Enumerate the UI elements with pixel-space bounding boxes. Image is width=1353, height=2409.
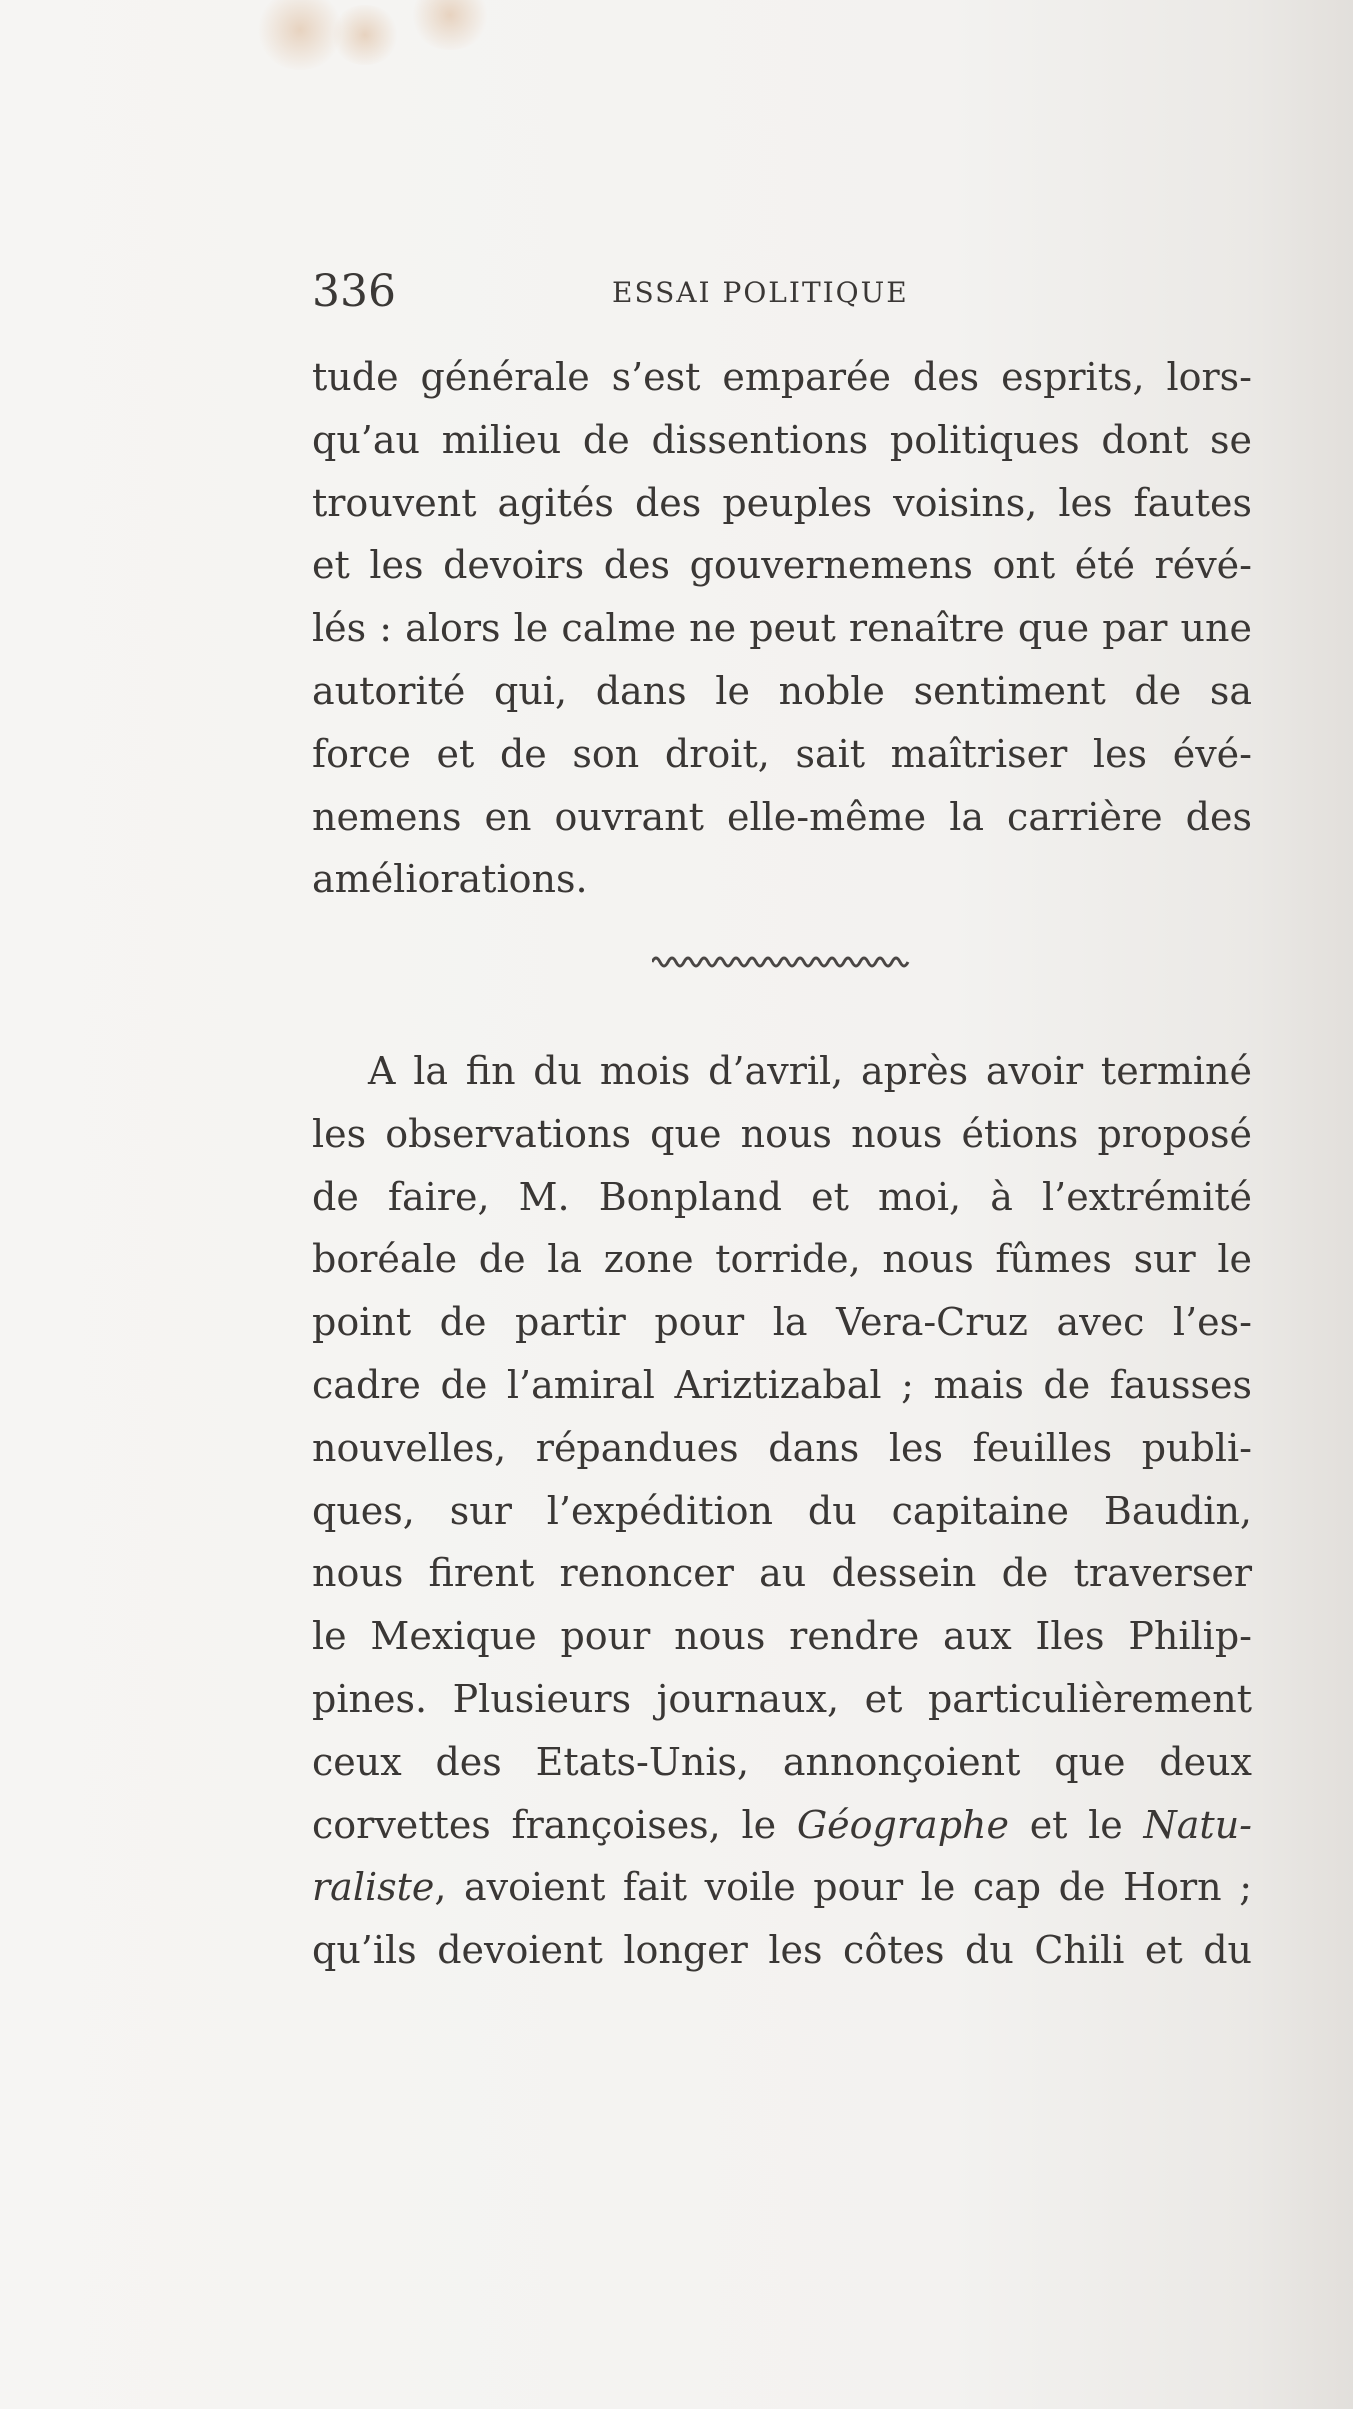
text-line: ceux des Etats-Unis, annonçoient que deux xyxy=(312,1739,1252,1784)
text-line: boréale de la zone torride, nous fûmes sur le xyxy=(312,1237,1252,1282)
text-line: lés : alors le calme ne peut renaître que par une xyxy=(312,606,1252,651)
text-line xyxy=(312,1856,1252,1919)
text-segment: corvettes françoises, le xyxy=(312,1802,797,1847)
text-segment: et le xyxy=(1008,1802,1144,1847)
foxing-stain xyxy=(410,0,490,50)
text-line: améliorations. xyxy=(312,857,588,902)
text-line: pines. Plusieurs journaux, et particulièrement xyxy=(312,1676,1252,1721)
paragraph-new xyxy=(312,1040,1252,1982)
text-line: les observations que nous nous étions proposé xyxy=(312,1111,1252,1156)
text-line: tude générale s’est emparée des esprits, lors- xyxy=(312,355,1252,399)
text-line: le Mexique pour nous rendre aux Iles Philip- xyxy=(312,1614,1252,1659)
text-line: de faire, M. Bonpland et moi, à l’extrémité xyxy=(312,1174,1252,1219)
text-line-content: A la fin du mois d’avril, après avoir terminé xyxy=(368,1049,1252,1093)
foxing-stain xyxy=(330,5,400,65)
text-segment: , avoient fait voile pour le cap de Horn ; xyxy=(434,1865,1252,1910)
ship-name-italic: Natu- xyxy=(1143,1802,1253,1847)
text-line: autorité qui, dans le noble sentiment de sa xyxy=(312,668,1252,713)
text-line: point de partir pour la Vera-Cruz avec l’es- xyxy=(312,1300,1252,1345)
text-line: et les devoirs des gouvernemens ont été révé- xyxy=(312,543,1252,588)
text-line: nemens en ouvrant elle-même la carrière des xyxy=(312,794,1252,839)
text-line: qu’ils devoient longer les côtes du Chili et du xyxy=(312,1928,1252,1973)
text-line: trouvent agités des peuples voisins, les fautes xyxy=(312,480,1252,525)
ornamental-divider xyxy=(652,952,912,972)
paragraph-continuation xyxy=(312,346,1252,911)
text-line: nouvelles, répandues dans les feuilles publi- xyxy=(312,1425,1252,1470)
ship-name-italic: raliste xyxy=(312,1865,435,1910)
text-line: cadre de l’amiral Ariztizabal ; mais de fausses xyxy=(312,1362,1252,1407)
text-line xyxy=(312,1794,1252,1857)
text-line: force et de son droit, sait maîtriser les évé- xyxy=(312,731,1252,776)
ship-name-italic: Géographe xyxy=(796,1802,1009,1847)
text-line: ques, sur l’expédition du capitaine Baudin, xyxy=(312,1488,1252,1533)
running-head xyxy=(312,262,1252,322)
text-line xyxy=(312,1040,1252,1103)
text-line: qu’au milieu de dissentions politiques dont se xyxy=(312,417,1252,462)
running-title: ESSAI POLITIQUE xyxy=(612,276,909,309)
page-number: 336 xyxy=(312,266,396,317)
text-line: nous firent renoncer au dessein de traverser xyxy=(312,1551,1252,1596)
